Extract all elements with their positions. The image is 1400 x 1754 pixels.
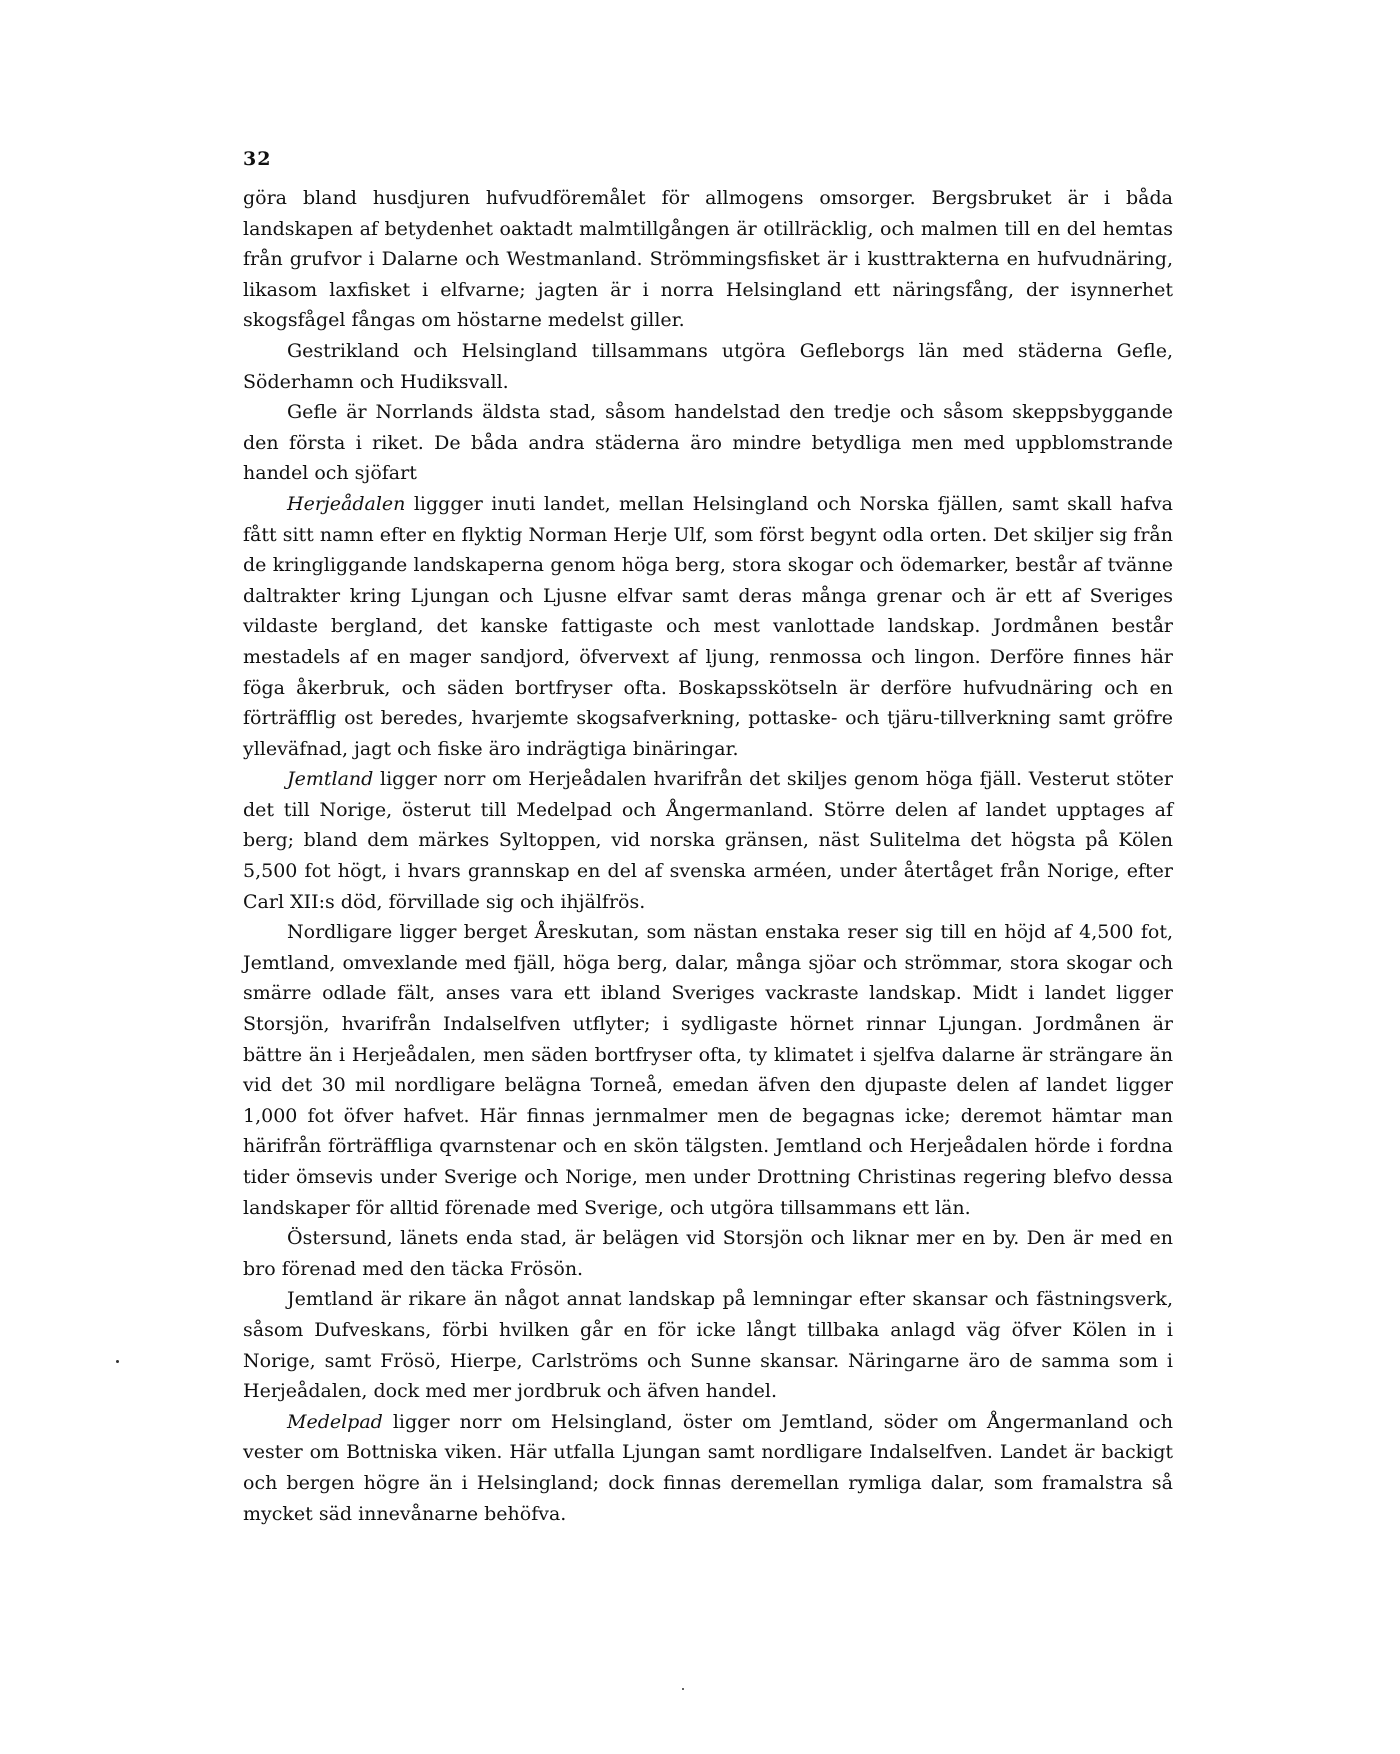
paragraph-gefleborgs-lan bbox=[243, 336, 1173, 397]
paragraph-text: göra bland husdjuren hufvudföremålet för allmogens omsorger. Bergsbruket är i båda landskapen af betydenhet oaktadt malmtillgången är otillräcklig, och malmen till en del hemtas från grufvor i Dalarne och Westmanland. Strömmingsfisket är i kusttrakterna en hufvudnäring, likasom laxfisket i elfvarne; jagten är i norra Helsingland ett näringsfång, der isynnerhet skogsfågel fångas om höstarne medelst giller. bbox=[243, 187, 1173, 332]
paragraph-ostersund bbox=[243, 1223, 1173, 1284]
paragraph-text: Nordligare ligger berget Åreskutan, som nästan enstaka reser sig till en höjd af 4,500 fot, Jemtland, omvexlande med fjäll, höga berg, dalar, många sjöar och strömmar, stora skogar och smärre odlade fält, anses vara ett ibland Sveriges vackraste landskap. Midt i landet ligger Storsjön, hvarifrån Indalselfven utflyter; i sydligaste hörnet rinnar Ljungan. Jordmånen är bättre än i Herjeådalen, men säden bortfryser ofta, ty klimatet i sjelfva dalarne är strängare än vid det 30 mil nordligare belägna Torneå, emedan äfven den djupaste delen af landet ligger 1,000 fot öfver hafvet. Här finnas jernmalmer men de begagnas icke; deremot hämtar man härifrån förträffliga qvarnstenar och en skön tälgsten. Jemtland och Herjeådalen hörde i fordna tider ömsevis under Sverige och Norige, men under Drottning Christinas regering blefvo dessa landskaper för alltid förenade med Sverige, och utgöra tillsammans ett län. bbox=[243, 921, 1173, 1219]
paragraph-text: ligger norr om Herjeådalen hvarifrån det skiljes genom höga fjäll. Vesterut stöter det till Norige, österut till Medelpad och Ångermanland. Större delen af landet upptages af berg; bland dem märkes Syltoppen, vid norska gränsen, näst Sulitelma det högsta på Kölen 5,500 fot högt, i hvars grannskap en del af svenska arméen, under återtåget från Norige, efter Carl XII:s död, förvillade sig och ihjälfrös. bbox=[243, 768, 1173, 913]
paragraph-text: Jemtland är rikare än något annat landskap på lemningar efter skansar och fästningsverk, såsom Dufveskans, förbi hvilken går en för icke långt tillbaka anlagd väg öfver Kölen in i Norige, samt Frösö, Hierpe, Carlströms och Sunne skansar. Näringarne äro de samma som i Herjeådalen, dock med mer jordbruk och äfven handel. bbox=[243, 1288, 1173, 1403]
page-number: 32 bbox=[243, 148, 272, 170]
paragraph-areskutan bbox=[243, 917, 1173, 1223]
paragraph-text: Gefle är Norrlands äldsta stad, såsom handelstad den tredje och såsom skeppsbyggande den första i riket. De båda andra städerna äro mindre betydliga men med uppblomstrande handel och sjöfart bbox=[243, 401, 1173, 485]
scan-speck bbox=[682, 1688, 684, 1690]
paragraph-husdjuren bbox=[243, 183, 1173, 336]
province-name-herjeadalen: Herjeådalen bbox=[287, 492, 406, 515]
paragraph-skansar bbox=[243, 1284, 1173, 1406]
paragraph-text: liggger inuti landet, mellan Helsingland och Norska fjällen, samt skall hafva fått sitt namn efter en flyktig Norman Herje Ulf, som först begynt odla orten. Det skiljer sig från de kringliggande landskaperna genom höga berg, stora skogar och ödemarker, består af tvänne daltrakter kring Ljungan och Ljusne elfvar samt deras många grenar och är ett af Sveriges vildaste bergland, det kanske fattigaste och mest vanlottade landskap. Jordmånen består mestadels af en mager sandjord, öfvervext af ljung, renmossa och lingon. Derföre finnes här föga åkerbruk, och säden bortfryser ofta. Boskapsskötseln är derföre hufvudnäring och en förträfflig ost beredes, hvarjemte skogsafverkning, pottaske- och tjäru-tillverkning samt gröfre ylleväfnad, jagt och fiske äro indrägtiga binäringar. bbox=[243, 492, 1173, 760]
province-name-medelpad: Medelpad bbox=[287, 1410, 383, 1433]
paragraph-gefle bbox=[243, 397, 1173, 489]
paragraph-herjeadalen bbox=[243, 489, 1173, 764]
paragraph-jemtland bbox=[243, 764, 1173, 917]
paragraph-text: Östersund, länets enda stad, är belägen vid Storsjön och liknar mer en by. Den är med en bro förenad med den täcka Frösön. bbox=[243, 1227, 1173, 1280]
paragraph-text: Gestrikland och Helsingland tillsammans utgöra Gefleborgs län med städerna Gefle, Söderhamn och Hudiksvall. bbox=[243, 339, 1173, 393]
paragraph-medelpad bbox=[243, 1407, 1173, 1529]
body-text bbox=[243, 183, 1173, 1529]
scan-speck bbox=[116, 1360, 119, 1363]
paragraph-text: ligger norr om Helsingland, öster om Jemtland, söder om Ångermanland och vester om Bottniska viken. Här utfalla Ljungan samt nordligare Indalselfven. Landet är backigt och bergen högre än i Helsingland; dock finnas deremellan rymliga dalar, som framalstra så mycket säd innevånarne behöfva. bbox=[243, 1410, 1173, 1525]
province-name-jemtland: Jemtland bbox=[287, 768, 374, 791]
